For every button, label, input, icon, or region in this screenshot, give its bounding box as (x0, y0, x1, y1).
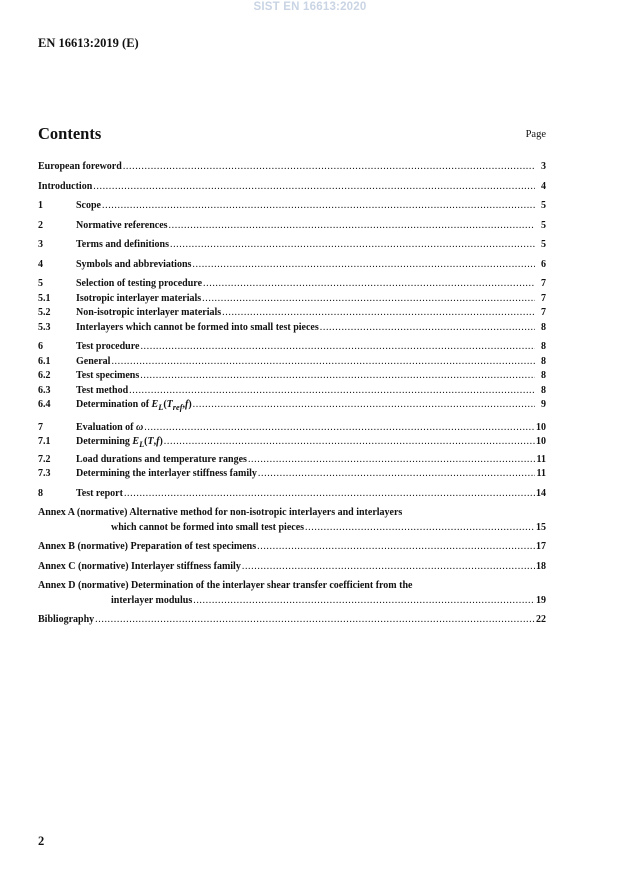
toc-entry-number: 6.3 (38, 384, 51, 396)
dot-leader (193, 594, 535, 609)
toc-entry-title: Annex C (normative) Interlayer stiffness family (38, 560, 241, 572)
toc-entry-foreword[interactable] (38, 160, 546, 175)
dot-leader (320, 321, 535, 336)
toc-entry-title: Determination of $E_L(T_{ref},f)$ (76, 399, 192, 412)
toc-entry-annex-a[interactable] (38, 506, 546, 535)
toc-entry-page: 10 (536, 436, 546, 447)
toc-entry-title: Annex A (normative) Alternative method for non-isotropic interlayers and interlayers (38, 507, 403, 518)
toc-entry-title: Isotropic interlayer materials (76, 292, 202, 304)
toc-entry-title: Annex B (normative) Preparation of test specimens (38, 541, 257, 552)
toc-entry-page: 11 (536, 453, 546, 465)
toc-entry-5[interactable] (38, 277, 546, 292)
toc-entry-page: 7 (541, 292, 546, 304)
toc-entry-title-continued: interlayer modulus (111, 594, 193, 606)
dot-leader (124, 487, 535, 502)
toc-entry-number: 1 (38, 200, 43, 211)
dot-leader (305, 521, 535, 536)
toc-entry-5-2[interactable] (38, 306, 546, 321)
dot-leader (202, 292, 535, 307)
toc-entry-number: 7 (38, 421, 43, 433)
toc-entry-5-1[interactable] (38, 292, 546, 307)
toc-entry-page: 8 (541, 355, 546, 367)
toc-entry-7-1[interactable] (38, 435, 546, 453)
toc-entry-title-continued: which cannot be formed into small test pieces (111, 521, 305, 533)
toc-entry-title: Selection of testing procedure (76, 278, 203, 289)
toc-entry-page: 18 (536, 560, 546, 572)
toc-entry-title: Non-isotropic interlayer materials (76, 307, 222, 318)
dot-leader (248, 453, 535, 468)
toc-entry-annex-d[interactable] (38, 579, 546, 608)
toc-entry-page: 14 (536, 487, 546, 499)
dot-leader (203, 277, 535, 292)
toc-entry-title: Terms and definitions (76, 239, 169, 250)
toc-entry-page: 5 (541, 219, 546, 231)
toc-entry-introduction[interactable] (38, 180, 546, 195)
toc-entry-page: 8 (541, 321, 546, 333)
toc-entry-page: 7 (541, 307, 546, 318)
toc-entry-title: General (76, 355, 111, 367)
toc-entry-6-2[interactable] (38, 369, 546, 384)
toc-entry-number: 4 (38, 258, 43, 270)
toc-entry-bibliography[interactable] (38, 613, 546, 628)
toc-entry-number: 6.2 (38, 370, 51, 381)
toc-entry-4[interactable] (38, 258, 546, 273)
dot-leader (222, 306, 535, 321)
toc-entry-7-3[interactable] (38, 467, 546, 482)
dot-leader (193, 398, 535, 413)
dot-leader (169, 219, 535, 234)
toc-entry-page: 8 (541, 341, 546, 352)
toc-entry-page: 17 (536, 541, 546, 552)
watermark: SIST EN 16613:2020 (253, 1, 367, 13)
toc-entry-number: 7.3 (38, 468, 51, 479)
toc-entry-2[interactable] (38, 219, 546, 234)
dot-leader (242, 560, 535, 575)
toc-entry-number: 5.2 (38, 307, 51, 318)
toc-entry-title: Determining the interlayer stiffness family (76, 468, 257, 479)
document-id: EN 16613:2019 (E) (38, 36, 139, 50)
toc-entry-6[interactable] (38, 340, 546, 355)
toc-entry-page: 15 (536, 521, 546, 533)
contents-title: Contents (38, 124, 102, 143)
toc-entry-page: 4 (541, 180, 546, 192)
toc-entry-title: Determining $E_L(T,f)$ (76, 436, 163, 449)
toc-entry-title: Interlayers which cannot be formed into small test pieces (76, 321, 319, 333)
toc-entry-number: 2 (38, 219, 43, 231)
toc-entry-page: 10 (536, 421, 546, 433)
toc-entry-number: 6.1 (38, 355, 51, 367)
page-column-label: Page (525, 129, 546, 140)
toc-entry-page: 19 (536, 594, 546, 606)
toc-entry-number: 7.1 (38, 436, 51, 447)
toc-entry-page: 9 (541, 399, 546, 410)
toc-entry-title: Symbols and abbreviations (76, 258, 192, 270)
toc-entry-6-4[interactable] (38, 398, 546, 416)
toc-entry-5-3[interactable] (38, 321, 546, 336)
toc-entry-title: Load durations and temperature ranges (76, 453, 247, 465)
toc-entry-annex-b[interactable] (38, 540, 546, 555)
dot-leader (140, 369, 535, 384)
dot-leader (164, 435, 535, 450)
toc-entry-annex-c[interactable] (38, 560, 546, 575)
toc-entry-8[interactable] (38, 487, 546, 502)
toc-entry-number: 5.1 (38, 292, 51, 304)
toc-entry-title: Evaluation of ω (76, 421, 144, 433)
toc-entry-6-3[interactable] (38, 384, 546, 399)
toc-entry-title: Scope (76, 200, 101, 211)
dot-leader (129, 384, 535, 399)
toc-entry-number: 8 (38, 487, 43, 499)
toc-entry-page: 11 (536, 468, 546, 479)
table-of-contents (38, 160, 546, 628)
dot-leader (170, 238, 535, 253)
toc-entry-title: Test procedure (76, 341, 140, 352)
toc-entry-title: Test method (76, 384, 129, 396)
toc-entry-page: 5 (541, 200, 546, 211)
toc-entry-7[interactable] (38, 421, 546, 436)
toc-entry-number: 7.2 (38, 453, 51, 465)
toc-entry-page: 5 (541, 239, 546, 250)
toc-entry-page: 7 (541, 278, 546, 289)
toc-entry-title: European foreword (38, 161, 122, 172)
toc-entry-title: Introduction (38, 180, 93, 192)
toc-entry-title: Normative references (76, 219, 168, 231)
toc-entry-3[interactable] (38, 238, 546, 253)
dot-leader (123, 160, 535, 175)
toc-entry-page: 3 (541, 161, 546, 172)
toc-entry-6-1[interactable] (38, 355, 546, 370)
toc-entry-title: Test report (76, 487, 123, 499)
toc-entry-page: 8 (541, 370, 546, 381)
toc-entry-number: 5.3 (38, 321, 51, 333)
toc-entry-number: 5 (38, 278, 43, 289)
dot-leader (140, 340, 535, 355)
dot-leader (93, 180, 535, 195)
toc-entry-page: 8 (541, 384, 546, 396)
dot-leader (257, 540, 535, 555)
page-number: 2 (38, 834, 45, 848)
toc-entry-page: 22 (536, 614, 546, 625)
toc-entry-title: Annex D (normative) Determination of the interlayer shear transfer coefficient from the (38, 580, 413, 591)
toc-entry-number: 3 (38, 239, 43, 250)
toc-entry-number: 6 (38, 341, 43, 352)
toc-entry-title: Test specimens (76, 370, 140, 381)
dot-leader (258, 467, 535, 482)
toc-entry-7-2[interactable] (38, 453, 546, 468)
dot-leader (192, 258, 535, 273)
toc-entry-page: 6 (541, 258, 546, 270)
dot-leader (111, 355, 535, 370)
dot-leader (95, 613, 535, 628)
toc-entry-title: Bibliography (38, 614, 95, 625)
dot-leader (144, 421, 535, 436)
dot-leader (102, 199, 535, 214)
toc-entry-number: 6.4 (38, 399, 51, 410)
toc-entry-1[interactable] (38, 199, 546, 214)
